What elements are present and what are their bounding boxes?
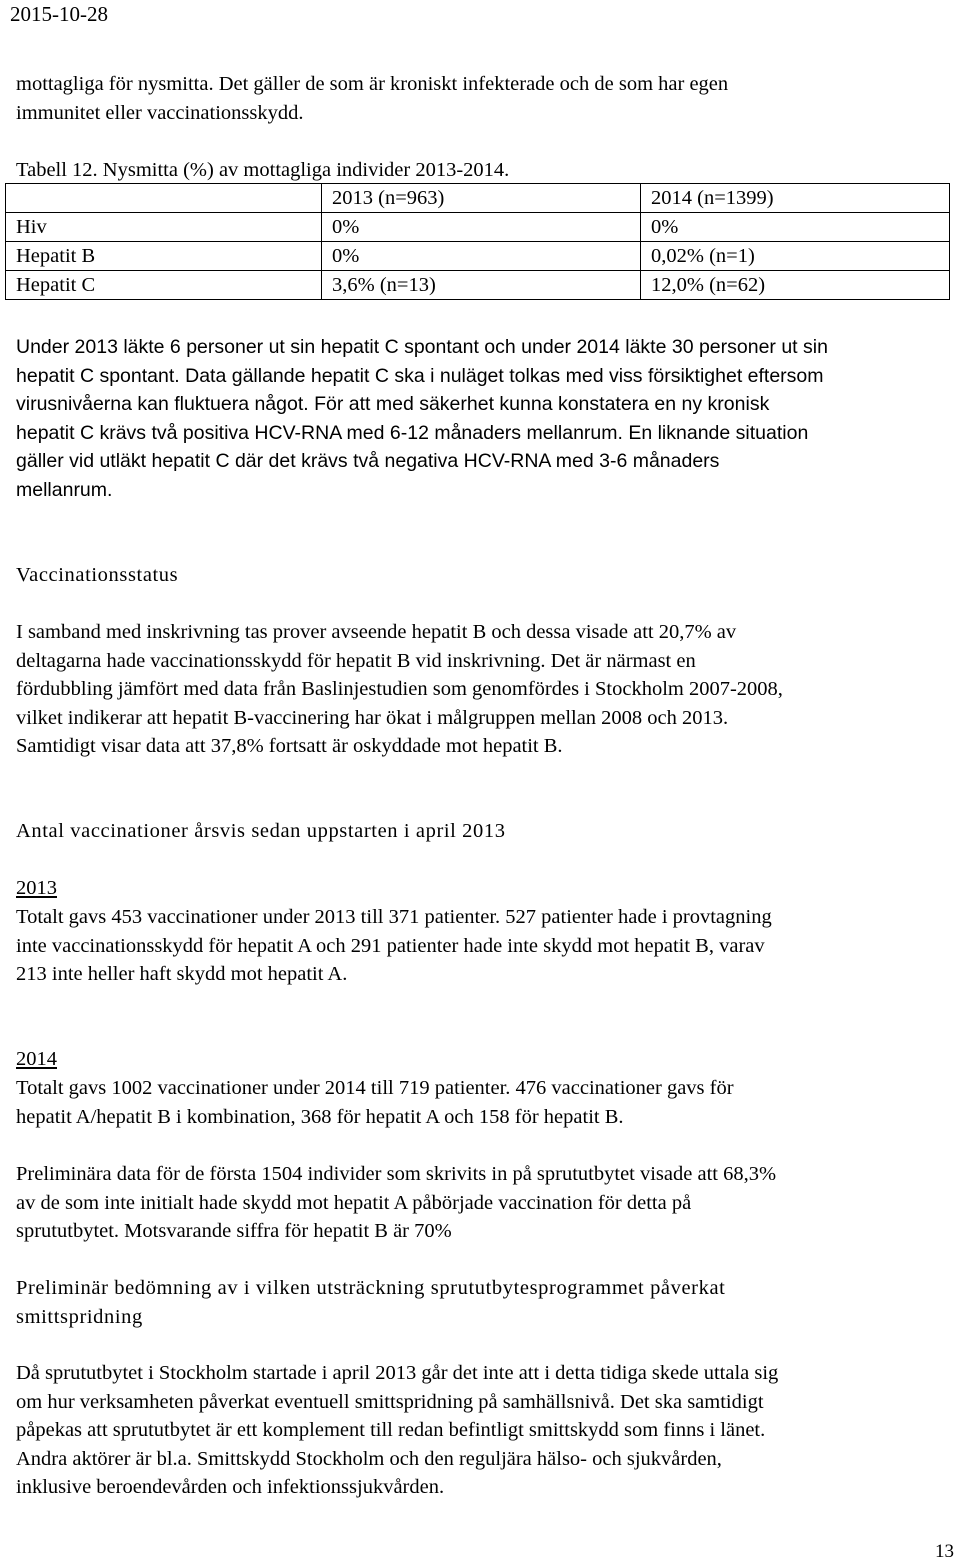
text-line: immunitet eller vaccinationsskydd. bbox=[16, 101, 304, 124]
year-2014-heading: 2014 bbox=[16, 1048, 57, 1070]
vaccination-count-heading: Antal vaccinationer årsvis sedan uppstarten i april 2013 bbox=[16, 820, 506, 842]
table-cell: 0% bbox=[322, 213, 641, 242]
assessment-paragraph bbox=[16, 1359, 942, 1502]
table-header-cell bbox=[6, 184, 322, 213]
text-line: hepatit A/hepatit B i kombination, 368 för hepatit A och 158 för hepatit B. bbox=[16, 1105, 624, 1128]
text-line: av de som inte initialt hade skydd mot hepatit A påbörjade vaccination för detta på bbox=[16, 1191, 692, 1214]
assessment-heading bbox=[16, 1274, 942, 1331]
text-line: påpekas att sprututbytet är ett komplement till redan befintligt smittskydd som finns i länet. bbox=[16, 1419, 766, 1442]
heading-line: smittspridning bbox=[16, 1305, 143, 1328]
table-header-row bbox=[6, 184, 950, 213]
text-line: Totalt gavs 1002 vaccinationer under 2014 till 719 patienter. 476 vaccinationer gavs för bbox=[16, 1077, 734, 1099]
table-row bbox=[6, 271, 950, 300]
text-line: 213 inte heller haft skydd mot hepatit A. bbox=[16, 963, 348, 986]
table-cell: 3,6% (n=13) bbox=[322, 271, 641, 300]
year-2013-paragraph bbox=[16, 903, 942, 989]
text-line: vilket indikerar att hepatit B-vaccinering har ökat i målgruppen mellan 2008 och 2013. bbox=[16, 706, 729, 729]
table-caption: Tabell 12. Nysmitta (%) av mottagliga individer 2013-2014. bbox=[16, 159, 510, 181]
text-line: Preliminära data för de första 1504 individer som skrivits in på sprututbytet visade att 68,3% bbox=[16, 1163, 777, 1185]
heading-line: Preliminär bedömning av i vilken utsträckning sprututbytesprogrammet påverkat bbox=[16, 1277, 726, 1299]
hepatit-c-paragraph bbox=[16, 333, 942, 505]
text-line: I samband med inskrivning tas prover avseende hepatit B och dessa visade att 20,7% av bbox=[16, 621, 737, 643]
table-cell: 0% bbox=[322, 242, 641, 271]
text-line: deltagarna hade vaccinationsskydd för hepatit B vid inskrivning. Det är närmast en bbox=[16, 649, 696, 672]
table-row bbox=[6, 242, 950, 271]
table-cell: 0,02% (n=1) bbox=[641, 242, 950, 271]
text-line: Under 2013 läkte 6 personer ut sin hepatit C spontant och under 2014 läkte 30 personer ut sin bbox=[16, 336, 828, 358]
text-line: Då sprututbytet i Stockholm startade i april 2013 går det inte att i detta tidiga skede uttala sig bbox=[16, 1362, 779, 1384]
text-line: inte vaccinationsskydd för hepatit A och 291 patienter hade inte skydd mot hepatit B, varav bbox=[16, 934, 765, 957]
text-line: virusnivåerna kan fluktuera något. För att med säkerhet kunna konstatera en ny kronisk bbox=[16, 393, 770, 416]
vaccination-status-heading: Vaccinationsstatus bbox=[16, 564, 179, 586]
vaccination-status-paragraph bbox=[16, 618, 942, 761]
document-date: 2015-10-28 bbox=[10, 2, 108, 26]
intro-paragraph bbox=[16, 70, 942, 127]
year-2013-heading: 2013 bbox=[16, 877, 57, 899]
text-line: sprututbytet. Motsvarande siffra för hepatit B är 70% bbox=[16, 1220, 452, 1243]
table-cell: 12,0% (n=62) bbox=[641, 271, 950, 300]
page-number: 13 bbox=[935, 1541, 954, 1562]
text-line: om hur verksamheten påverkat eventuell smittspridning på samhällsnivå. Det ska samtidigt bbox=[16, 1390, 764, 1413]
text-line: gäller vid utläkt hepatit C där det krävs två negativa HCV-RNA med 3-6 månaders bbox=[16, 450, 720, 473]
table-cell: Hepatit C bbox=[6, 271, 322, 300]
text-line: mottagliga för nysmitta. Det gäller de som är kroniskt infekterade och de som har egen bbox=[16, 73, 729, 95]
text-line: fördubbling jämfört med data från Baslinjestudien som genomfördes i Stockholm 2007-2008, bbox=[16, 678, 783, 701]
table-cell: 0% bbox=[641, 213, 950, 242]
table-header-cell: 2014 (n=1399) bbox=[641, 184, 950, 213]
text-line: inklusive beroendevården och infektionssjukvården. bbox=[16, 1476, 445, 1499]
text-line: mellanrum. bbox=[16, 478, 113, 501]
text-line: hepatit C krävs två positiva HCV-RNA med 6-12 månaders mellanrum. En liknande situation bbox=[16, 421, 809, 444]
preliminary-data-paragraph bbox=[16, 1160, 942, 1246]
table-cell: Hepatit B bbox=[6, 242, 322, 271]
infection-table bbox=[5, 183, 950, 300]
text-line: Andra aktörer är bl.a. Smittskydd Stockholm och den reguljära hälso- och sjukvården, bbox=[16, 1447, 722, 1470]
table-header-cell: 2013 (n=963) bbox=[322, 184, 641, 213]
text-line: Totalt gavs 453 vaccinationer under 2013 till 371 patienter. 527 patienter hade i provtagning bbox=[16, 906, 772, 928]
year-2014-paragraph bbox=[16, 1074, 942, 1131]
text-line: Samtidigt visar data att 37,8% fortsatt är oskyddade mot hepatit B. bbox=[16, 735, 563, 758]
table-cell: Hiv bbox=[6, 213, 322, 242]
text-line: hepatit C spontant. Data gällande hepatit C ska i nuläget tolkas med viss försiktighet eftersom bbox=[16, 364, 824, 387]
table-row bbox=[6, 213, 950, 242]
